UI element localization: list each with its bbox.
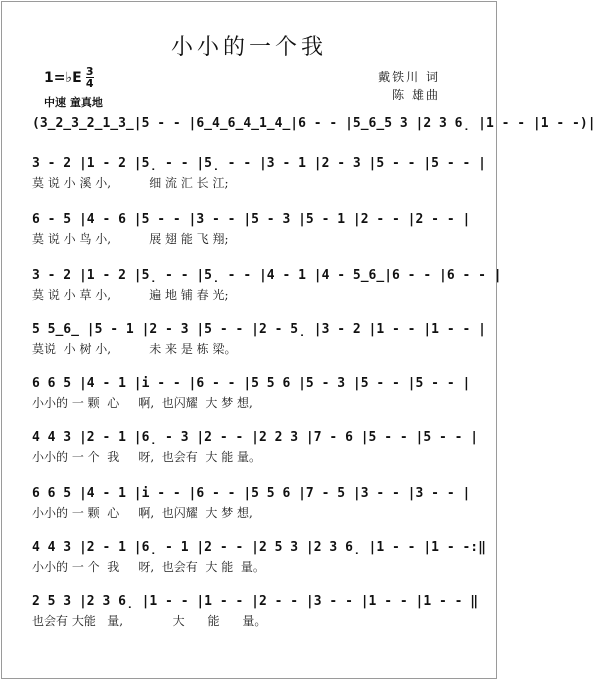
notation-line: 3 - 2 |1 - 2 |5̣ - - |5̣ - - |4 - 1 |4 - 5̲6̲|6 - - |6 - - |	[32, 268, 502, 283]
score-line	[32, 266, 502, 304]
lyrics-line: 莫 说 小 草 小, 遍 地 铺 春 光;	[32, 288, 229, 302]
composer-credit: 陈 雄曲	[392, 88, 440, 102]
notation-line: 4 4 3 |2 - 1 |6̣ - 3 |2 - - |2 2 3 |7 - 6 |5 - - |5 - - |	[32, 430, 479, 445]
score-line	[32, 592, 479, 630]
lyrics-line: 小小的 一 个 我 呀, 也会有 大 能 量。	[32, 560, 265, 574]
lyrics-line: 莫说 小 树 小, 未 来 是 栋 梁。	[32, 342, 237, 356]
time-signature	[86, 66, 94, 89]
meter-bottom: 4	[85, 77, 94, 90]
lyrics-line: 小小的 一 颗 心 啊, 也闪耀 大 梦 想,	[32, 506, 253, 520]
lyrics-line: 小小的 一 个 我 呀, 也会有 大 能 量。	[32, 450, 262, 464]
notation-line: 6 6 5 |4 - 1 |i - - |6 - - |5 5 6 |5 - 3 |5 - - |5 - - |	[32, 376, 471, 391]
key-signature	[44, 66, 94, 89]
lyrics-line: 小小的 一 颗 心 啊, 也闪耀 大 梦 想,	[32, 396, 253, 410]
lyrics-line: 莫 说 小 溪 小, 细 流 汇 长 江;	[32, 176, 229, 190]
score-line-intro	[32, 114, 596, 134]
tempo-marking: 中速 童真地	[44, 96, 103, 109]
score-page	[1, 1, 596, 679]
score-line	[32, 428, 479, 466]
score-line	[32, 538, 486, 576]
notation-line: 5 5̲6̲ |5 - 1 |2 - 3 |5 - - |2 - 5̣ |3 - 2 |1 - - |1 - - |	[32, 322, 486, 337]
notation-line: 6 - 5 |4 - 6 |5 - - |3 - - |5 - 3 |5 - 1 |2 - - |2 - - |	[32, 212, 471, 227]
notation-line: 3 - 2 |1 - 2 |5̣ - - |5̣ - - |3 - 1 |2 - 3 |5 - - |5 - - |	[32, 156, 486, 171]
score-line	[32, 374, 472, 412]
lyrics-line: 莫 说 小 鸟 小, 展 翅 能 飞 翔;	[32, 232, 229, 246]
score-line	[32, 320, 486, 358]
notation-line: 6 6 5 |4 - 1 |i - - |6 - - |5 5 6 |7 - 5 |3 - - |3 - - |	[32, 486, 471, 501]
song-title: 小小的一个我	[170, 35, 327, 60]
meter-top: 3	[85, 65, 94, 78]
lyrics-line: 也会有 大能 量, 大 能 量。	[32, 614, 267, 628]
notation-line: (3̲2̲3̲2̲1̲3̲|5 - - |6̲4̲6̲4̲1̲4̲|6 - - |5̲6̲5 3 |2 3 6̣ |1 - - |1 - -)|	[32, 116, 596, 131]
lyricist-credit: 戴铁川 词	[378, 70, 440, 84]
key-label: 1=♭E	[44, 69, 82, 86]
score-line	[32, 210, 472, 248]
score-line	[32, 484, 472, 522]
notation-line: 2 5 3 |2 3 6̣ |1 - - |1 - - |2 - - |3 - - |1 - - |1 - - ‖	[32, 594, 479, 609]
notation-line: 4 4 3 |2 - 1 |6̣ - 1 |2 - - |2 5 3 |2 3 6̣ |1 - - |1 - -:‖	[32, 540, 486, 555]
score-line	[32, 154, 486, 192]
